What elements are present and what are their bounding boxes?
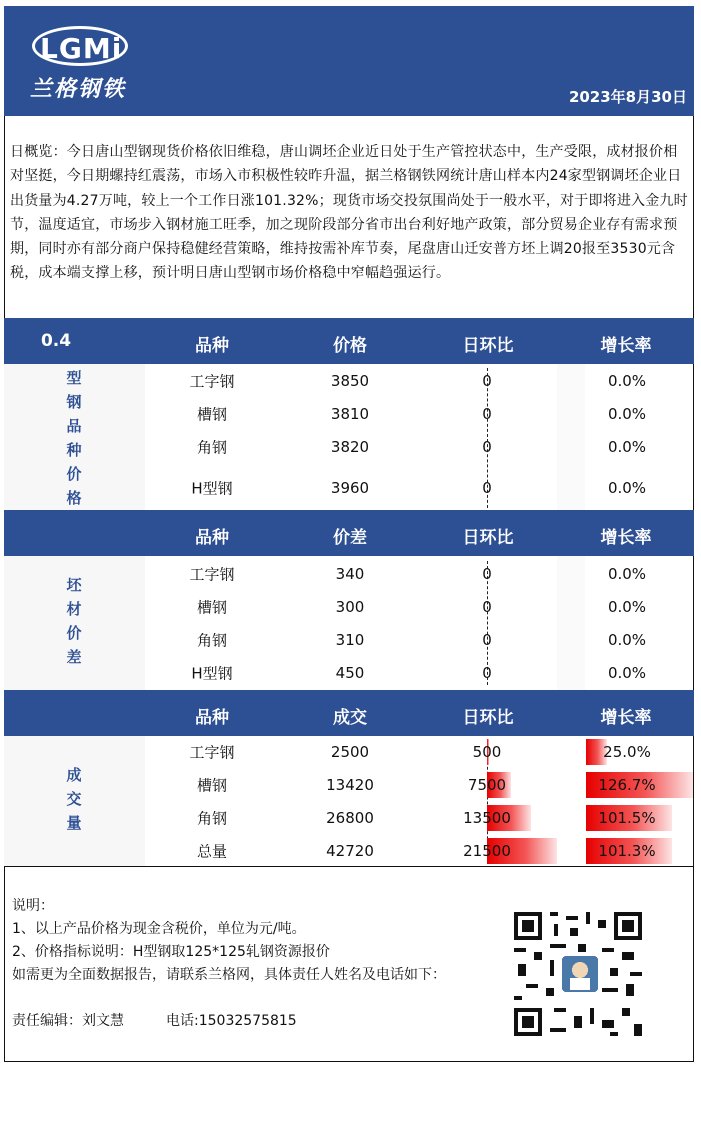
- cell-change: 0: [482, 479, 492, 497]
- col-header-rate: 增长率: [600, 528, 652, 548]
- cell-value: 13420: [326, 776, 374, 794]
- section3-vertical-label: [64, 763, 84, 835]
- report-date: 2023年8月30日: [568, 88, 687, 106]
- col-header-dod: 日环比: [462, 528, 514, 548]
- label-char: 品: [66, 417, 82, 435]
- cell-rate: 25.0%: [603, 743, 651, 761]
- cell-change: 0: [482, 405, 492, 423]
- cell-variety: 槽钢: [196, 405, 228, 424]
- cell-rate: 0.0%: [607, 598, 647, 616]
- cell-rate: 0.0%: [607, 631, 647, 649]
- cell-variety: 角钢: [196, 809, 228, 828]
- section2-gutter: [557, 556, 585, 690]
- cell-rate: 126.7%: [598, 776, 656, 794]
- section1-vertical-label: [64, 366, 84, 510]
- label-char: 钢: [66, 393, 82, 411]
- label-char: 差: [66, 648, 82, 666]
- responsible-editor: 责任编辑：刘文慧: [12, 1013, 124, 1029]
- cell-value: 3850: [330, 372, 370, 390]
- section1-header-band: [4, 318, 694, 364]
- cell-change: 0: [482, 598, 492, 616]
- cell-value: 3820: [330, 438, 370, 456]
- daily-overview: 日概览：今日唐山型钢现货价格依旧维稳，唐山调坯企业近日处于生产管控状态中，生产受限，成材报价相对坚挺，今日期螺持红震荡，市场入市积极性较昨升温，据兰格钢铁网统计唐山样本内24家型钢调坯企业日出货量为4.27万吨，较上一个工作日涨101.32%；现货市场交投氛围尚处于一般水平，对于即将进入金九时节，温度适宜，市场步入钢材施工旺季，加之现阶段部分省市出台利好地产政策，部分贸易企业存有需求预期，同时亦有部分商户保持稳健经营策略，维持按需补库节奏，尾盘唐山迁安普方坯上调20报至3530元含税，成本端支撑上移，预计明日唐山型钢市场价格稳中窄幅趋强运行。: [10, 144, 688, 282]
- col-header-rate: 增长率: [600, 708, 652, 728]
- logo-subtitle: 兰格钢铁: [30, 76, 127, 102]
- label-char: 种: [66, 441, 82, 459]
- cell-change: 0: [482, 631, 492, 649]
- cell-change: 13500: [463, 809, 511, 827]
- footer-note-3: 如需更为全面数据报告，请联系兰格网，具体责任人姓名及电话如下：: [12, 967, 446, 983]
- cell-variety: 工字钢: [189, 565, 235, 584]
- label-char: 价: [66, 624, 82, 642]
- cell-value: 26800: [326, 809, 374, 827]
- cell-change: 0: [482, 664, 492, 682]
- logo-text: LGMi: [40, 32, 123, 65]
- cell-rate: 101.3%: [598, 842, 656, 860]
- cell-rate: 0.0%: [607, 479, 647, 497]
- cell-variety: 总量: [196, 842, 228, 861]
- footer-divider: [4, 866, 694, 867]
- label-char: 成: [66, 766, 82, 784]
- cell-value: 450: [335, 664, 365, 682]
- cell-rate: 0.0%: [607, 438, 647, 456]
- cell-value: 300: [335, 598, 365, 616]
- cell-variety: 槽钢: [196, 776, 228, 795]
- col-header-rate: 增长率: [600, 336, 652, 356]
- footer-note-2: 2、价格指标说明：H型钢取125*125轧钢资源报价: [12, 944, 330, 960]
- cell-variety: H型钢: [191, 479, 233, 498]
- cell-value: 42720: [326, 842, 374, 860]
- cell-value: 3810: [330, 405, 370, 423]
- cell-variety: 角钢: [196, 631, 228, 650]
- cell-value: 3960: [330, 479, 370, 497]
- cell-change: 0: [482, 372, 492, 390]
- cell-change: 0: [482, 565, 492, 583]
- cell-value: 340: [335, 565, 365, 583]
- col-header-dod: 日环比: [462, 336, 514, 356]
- section3-header-band: [4, 690, 694, 736]
- cell-rate: 0.0%: [607, 565, 647, 583]
- cell-variety: 槽钢: [196, 598, 228, 617]
- col-header-variety: 品种: [195, 708, 229, 728]
- cell-change: 500: [472, 743, 502, 761]
- label-char: 型: [66, 369, 82, 387]
- contact-phone: 电话:15032575815: [166, 1013, 297, 1029]
- qr-code-icon: [514, 912, 642, 1036]
- cell-variety: 角钢: [196, 438, 228, 457]
- cell-variety: H型钢: [191, 664, 233, 683]
- cell-rate: 0.0%: [607, 372, 647, 390]
- cell-change: 0: [482, 438, 492, 456]
- cell-change: 21500: [463, 842, 511, 860]
- cell-rate: 101.5%: [598, 809, 656, 827]
- label-char: 格: [66, 489, 82, 507]
- label-char: 价: [66, 465, 82, 483]
- col-header-price: 价格: [333, 336, 367, 356]
- cell-variety: 工字钢: [189, 372, 235, 391]
- col-header-variety: 品种: [195, 336, 229, 356]
- cell-variety: 工字钢: [189, 743, 235, 762]
- footer-title: 说明：: [12, 898, 54, 914]
- cell-value: 310: [335, 631, 365, 649]
- label-char: 交: [66, 790, 82, 808]
- cell-change: 7500: [467, 776, 507, 794]
- col-header-volume: 成交: [333, 708, 367, 728]
- cell-value: 2500: [330, 743, 370, 761]
- col-header-dod: 日环比: [462, 708, 514, 728]
- corner-value: 0.4: [40, 331, 72, 351]
- section1-gutter: [557, 364, 585, 510]
- label-char: 量: [66, 814, 82, 832]
- col-header-spread: 价差: [333, 528, 367, 548]
- section2-header-band: [4, 510, 694, 556]
- cell-rate: 0.0%: [607, 405, 647, 423]
- col-header-variety: 品种: [195, 528, 229, 548]
- label-char: 坯: [66, 576, 82, 594]
- section2-vertical-label: [64, 573, 84, 669]
- footer-note-1: 1、以上产品价格为现金含税价，单位为元/吨。: [12, 921, 306, 937]
- label-char: 材: [66, 600, 82, 618]
- cell-rate: 0.0%: [607, 664, 647, 682]
